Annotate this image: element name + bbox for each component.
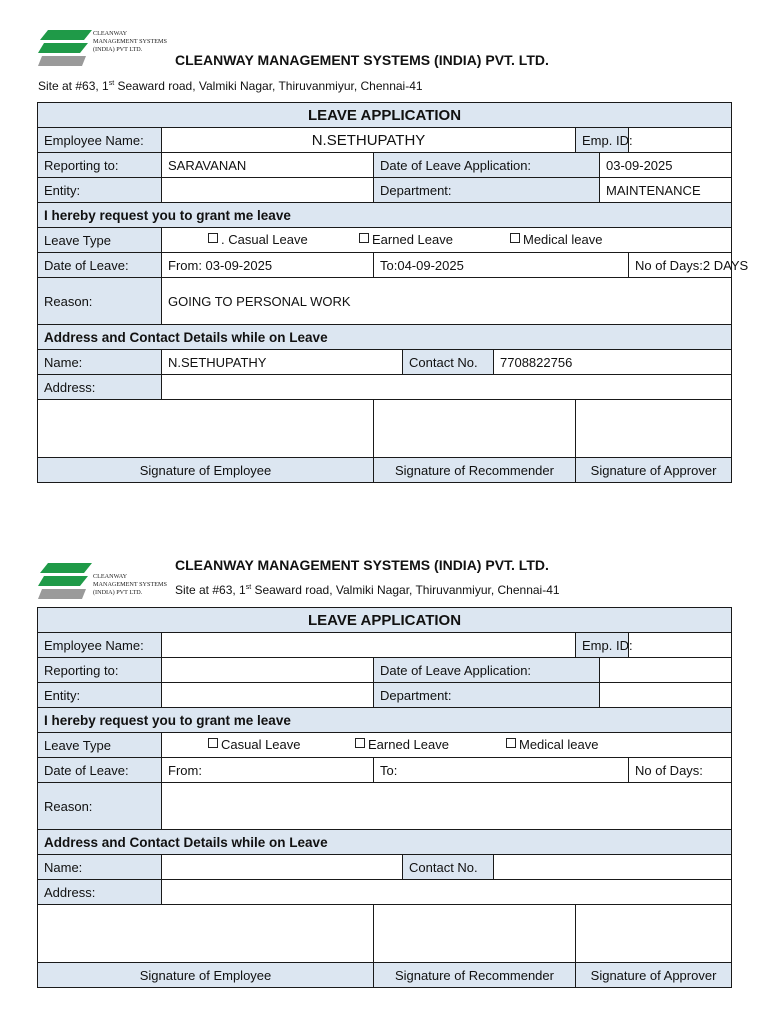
reporting-to-field[interactable]: SARAVANAN [162, 153, 374, 178]
company-address [38, 79, 423, 93]
approver-signature-box[interactable] [576, 905, 732, 963]
reporting-to-label: Reporting to: [38, 658, 162, 683]
address-prefix: Site at #63, 1 [38, 79, 109, 93]
checkbox-icon[interactable] [208, 233, 218, 243]
logo-line-3: (INDIA) PVT LTD. [93, 45, 143, 53]
reason-label: Reason: [38, 783, 162, 830]
emp-id-field[interactable] [629, 633, 732, 658]
leave-type-options [162, 733, 732, 758]
leave-from-field[interactable]: From: [162, 758, 374, 783]
company-address [175, 583, 560, 597]
company-name: CLEANWAY MANAGEMENT SYSTEMS (INDIA) PVT. LTD. [175, 52, 549, 68]
form-title: LEAVE APPLICATION [38, 103, 732, 128]
entity-field[interactable] [162, 683, 374, 708]
entity-label: Entity: [38, 178, 162, 203]
request-heading: I hereby request you to grant me leave [38, 203, 732, 228]
address-suffix: Seaward road, Valmiki Nagar, Thiruvanmiyur, Chennai-41 [251, 583, 560, 597]
date-of-leave-label: Date of Leave: [38, 758, 162, 783]
logo-line-1: CLEANWAY [93, 573, 128, 580]
earned-leave-label: Earned Leave [372, 232, 453, 247]
approver-signature-label: Signature of Approver [576, 458, 732, 483]
employee-signature-label: Signature of Employee [38, 963, 374, 988]
address-sup: st [245, 584, 252, 591]
medical-leave-label: Medical leave [519, 737, 599, 752]
company-logo [38, 30, 168, 72]
reporting-to-label: Reporting to: [38, 153, 162, 178]
logo-text [93, 30, 173, 53]
casual-leave-option[interactable] [208, 232, 308, 247]
leave-type-label: Leave Type [38, 733, 162, 758]
company-name: CLEANWAY MANAGEMENT SYSTEMS (INDIA) PVT. LTD. [175, 557, 549, 573]
address-prefix: Site at #63, 1 [175, 583, 246, 597]
leave-type-options [162, 228, 732, 253]
name-field[interactable] [162, 855, 403, 880]
date-of-application-label: Date of Leave Application: [374, 153, 600, 178]
form-title: LEAVE APPLICATION [38, 608, 732, 633]
name-label: Name: [38, 855, 162, 880]
checkbox-icon[interactable] [208, 738, 218, 748]
contact-no-field[interactable] [494, 855, 732, 880]
name-label: Name: [38, 350, 162, 375]
reason-field[interactable] [162, 783, 732, 830]
casual-leave-option[interactable] [208, 737, 301, 752]
address-section-heading: Address and Contact Details while on Leave [38, 325, 732, 350]
recommender-signature-box[interactable] [374, 400, 576, 458]
address-field[interactable] [162, 880, 732, 905]
medical-leave-label: Medical leave [523, 232, 603, 247]
leave-type-label: Leave Type [38, 228, 162, 253]
earned-leave-option[interactable] [355, 737, 449, 752]
employee-name-label: Employee Name: [38, 633, 162, 658]
logo-line-1: CLEANWAY [93, 30, 128, 37]
department-field[interactable]: MAINTENANCE [600, 178, 732, 203]
employee-signature-label: Signature of Employee [38, 458, 374, 483]
leave-from-field[interactable]: From: 03-09-2025 [162, 253, 374, 278]
leave-application-table [37, 102, 749, 483]
contact-no-label: Contact No. [403, 350, 494, 375]
emp-id-field[interactable] [629, 128, 732, 153]
recommender-signature-box[interactable] [374, 905, 576, 963]
address-field[interactable] [162, 375, 732, 400]
company-logo [38, 563, 168, 605]
address-section-heading: Address and Contact Details while on Leave [38, 830, 732, 855]
medical-leave-option[interactable] [510, 232, 603, 247]
checkbox-icon[interactable] [510, 233, 520, 243]
department-label: Department: [374, 683, 600, 708]
checkbox-icon[interactable] [506, 738, 516, 748]
earned-leave-label: Earned Leave [368, 737, 449, 752]
entity-label: Entity: [38, 683, 162, 708]
no-of-days-field[interactable]: No of Days: [629, 758, 732, 783]
emp-id-label: Emp. ID: [576, 633, 629, 658]
employee-signature-box[interactable] [38, 400, 374, 458]
reason-label: Reason: [38, 278, 162, 325]
contact-no-field[interactable]: 7708822756 [494, 350, 732, 375]
address-sup: st [108, 80, 115, 87]
earned-leave-option[interactable] [359, 232, 453, 247]
leave-to-field[interactable]: To:04-09-2025 [374, 253, 629, 278]
department-label: Department: [374, 178, 600, 203]
date-of-application-label: Date of Leave Application: [374, 658, 600, 683]
approver-signature-box[interactable] [576, 400, 732, 458]
request-heading: I hereby request you to grant me leave [38, 708, 732, 733]
recommender-signature-label: Signature of Recommender [374, 963, 576, 988]
logo-line-2: MANAGEMENT SYSTEMS [93, 37, 167, 45]
logo-line-2: MANAGEMENT SYSTEMS [93, 580, 167, 588]
employee-signature-box[interactable] [38, 905, 374, 963]
logo-mark-icon [38, 30, 94, 70]
medical-leave-option[interactable] [506, 737, 599, 752]
department-field[interactable] [600, 683, 732, 708]
address-label: Address: [38, 375, 162, 400]
checkbox-icon[interactable] [359, 233, 369, 243]
no-of-days-field[interactable]: No of Days:2 DAYS [629, 253, 732, 278]
logo-text [93, 573, 173, 596]
approver-signature-label: Signature of Approver [576, 963, 732, 988]
recommender-signature-label: Signature of Recommender [374, 458, 576, 483]
address-label: Address: [38, 880, 162, 905]
leave-to-field[interactable]: To: [374, 758, 629, 783]
logo-line-3: (INDIA) PVT LTD. [93, 588, 143, 596]
logo-mark-icon [38, 563, 94, 603]
employee-name-field[interactable] [162, 633, 576, 658]
casual-leave-label: Casual Leave [221, 737, 301, 752]
casual-leave-label: . Casual Leave [221, 232, 308, 247]
emp-id-label: Emp. ID: [576, 128, 629, 153]
leave-application-table [37, 607, 732, 988]
reporting-to-field[interactable] [162, 658, 374, 683]
address-suffix: Seaward road, Valmiki Nagar, Thiruvanmiyur, Chennai-41 [114, 79, 423, 93]
checkbox-icon[interactable] [355, 738, 365, 748]
employee-name-label: Employee Name: [38, 128, 162, 153]
date-of-application-field[interactable]: 03-09-2025 [600, 153, 732, 178]
employee-name-field[interactable]: N.SETHUPATHY [162, 128, 576, 153]
entity-field[interactable] [162, 178, 374, 203]
date-of-leave-label: Date of Leave: [38, 253, 162, 278]
name-field[interactable]: N.SETHUPATHY [162, 350, 403, 375]
date-of-application-field[interactable] [600, 658, 732, 683]
contact-no-label: Contact No. [403, 855, 494, 880]
reason-field[interactable]: GOING TO PERSONAL WORK [162, 278, 732, 325]
